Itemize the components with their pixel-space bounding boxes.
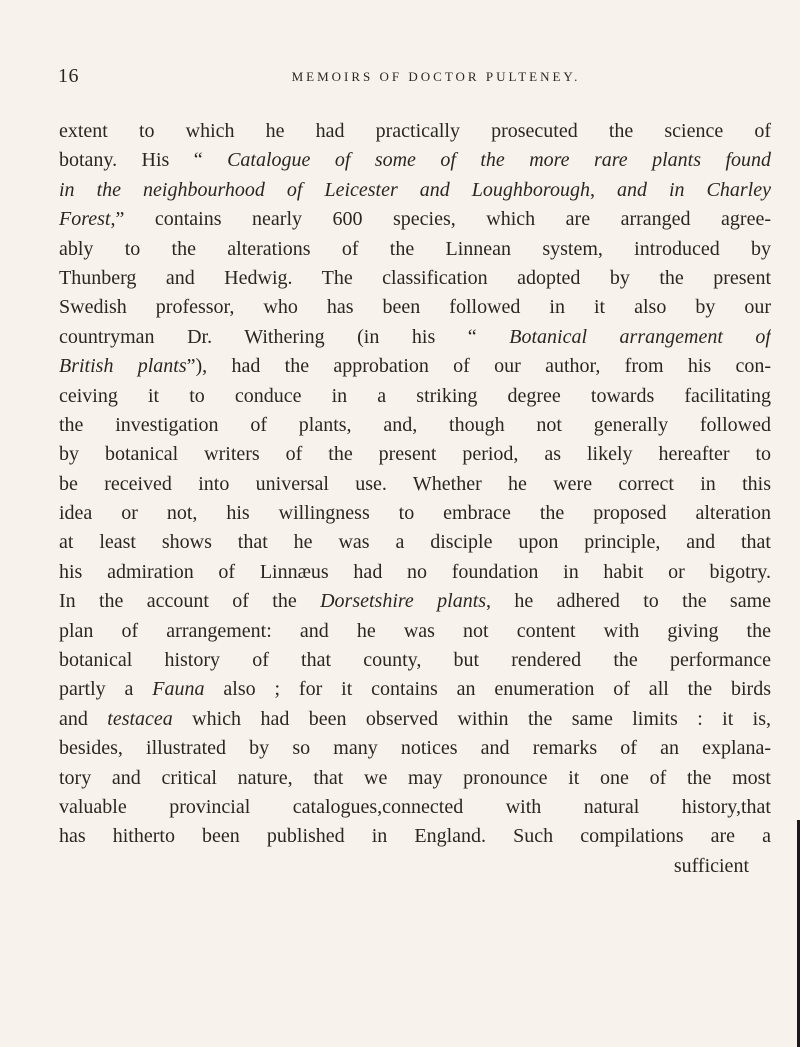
italic-text: in the neighbourhood of Leicester and Loughborough xyxy=(59,178,590,201)
body-text xyxy=(59,117,771,881)
text-line xyxy=(59,176,771,205)
text-line xyxy=(59,646,771,675)
text-run: be received into universal use. Whether he were correct in this xyxy=(59,472,771,495)
italic-text: and in Charley xyxy=(616,178,771,201)
text-line xyxy=(59,558,771,587)
text-run: Thunberg and Hedwig. The classification adopted by the present xyxy=(59,266,771,289)
text-run: besides, illustrated by so many notices and remarks of an explana- xyxy=(59,737,771,760)
text-run: , he adhered to the same xyxy=(486,590,771,613)
text-line xyxy=(59,323,771,352)
text-line xyxy=(59,235,771,264)
text-run: sufficient xyxy=(673,854,749,877)
text-run: ably to the alterations of the Linnean system, introduced by xyxy=(59,237,771,260)
text-line xyxy=(59,352,771,381)
text-run: partly a xyxy=(59,678,153,701)
text-line xyxy=(59,852,771,881)
text-run: countryman Dr. Withering (in his “ xyxy=(59,325,510,348)
text-line xyxy=(59,587,771,616)
text-line xyxy=(59,617,771,646)
italic-text: testacea xyxy=(107,707,173,730)
text-line xyxy=(59,734,771,763)
text-run: botanical history of that county, but rendered the performance xyxy=(59,649,771,672)
text-line xyxy=(59,205,771,234)
running-head: MEMOIRS OF DOCTOR PULTENEY. xyxy=(291,69,581,84)
text-run: idea or not, his willingness to embrace the proposed alteration xyxy=(59,502,771,525)
text-line xyxy=(59,117,771,146)
text-line xyxy=(59,793,771,822)
text-run: tory and critical nature, that we may pronounce it one of the most xyxy=(59,766,771,789)
text-line xyxy=(59,822,771,851)
text-run: and xyxy=(59,707,108,730)
text-line xyxy=(59,705,771,734)
text-line xyxy=(59,146,771,175)
italic-text: Catalogue of some of the more rare plants found xyxy=(227,149,771,172)
text-run: Swedish professor, who has been followed in it also by our xyxy=(59,296,771,319)
text-line xyxy=(59,411,771,440)
text-line xyxy=(59,675,771,704)
text-line xyxy=(59,293,771,322)
text-run: ,” contains nearly 600 species, which are arranged agree- xyxy=(110,208,771,231)
page-header xyxy=(58,65,774,91)
text-line xyxy=(59,382,771,411)
text-line xyxy=(59,264,771,293)
text-run: valuable provincial catalogues,connected with natural history,that xyxy=(59,795,771,818)
text-line xyxy=(59,470,771,499)
text-line xyxy=(59,440,771,469)
text-run: by botanical writers of the present period, as likely hereafter to xyxy=(59,443,771,466)
text-run: the investigation of plants, and, though not generally followed xyxy=(59,413,771,436)
text-run: also ; for it contains an enumeration of all the birds xyxy=(204,678,771,701)
italic-text: British plants xyxy=(59,355,187,378)
text-run: which had been observed within the same limits : it is, xyxy=(172,707,771,730)
italic-text: Botanical arrangement of xyxy=(509,325,771,348)
text-line xyxy=(59,764,771,793)
italic-text: Fauna xyxy=(152,678,205,701)
text-run: ”), had the approbation of our author, from his con- xyxy=(186,355,771,378)
italic-text: Dorsetshire plants xyxy=(320,590,487,613)
text-run: In the account of the xyxy=(59,590,321,613)
text-run: has hitherto been published in England. Such compilations are a xyxy=(59,825,771,848)
text-run: ceiving it to conduce in a striking degree towards facilitating xyxy=(59,384,771,407)
page-number: 16 xyxy=(58,65,79,87)
text-line xyxy=(59,499,771,528)
text-run: extent to which he had practically prosecuted the science of xyxy=(59,120,771,142)
text-run: his admiration of Linnæus had no foundation in habit or bigotry. xyxy=(59,560,771,583)
italic-text: Forest xyxy=(59,208,111,231)
text-run: botany. His “ xyxy=(59,149,228,172)
text-run: at least shows that he was a disciple upon principle, and that xyxy=(59,531,771,554)
text-run: plan of arrangement: and he was not content with giving the xyxy=(59,619,771,642)
text-line xyxy=(59,528,771,557)
text-run: , xyxy=(589,178,617,201)
